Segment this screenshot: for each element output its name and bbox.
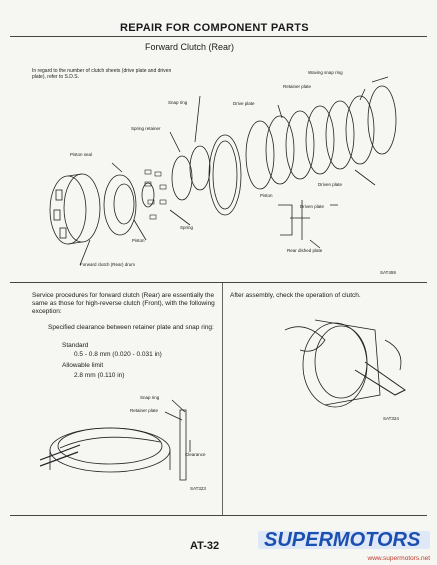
figure1-code: SAT459 xyxy=(380,270,396,275)
after-assembly-text: After assembly, check the operation of clutch. xyxy=(230,292,361,299)
service-text: Service procedures for forward clutch (Rear) are essentially the same as those for high-reverse clutch (Front), with the following exception: xyxy=(32,292,215,315)
label-rear-dished-plate: Rear dished plate xyxy=(287,248,323,253)
standard-label: Standard xyxy=(62,342,89,349)
operation-check-figure xyxy=(265,300,425,420)
label-drive-plate: Drive plate xyxy=(233,101,255,106)
limit-label: Allowable limit xyxy=(62,362,104,369)
exploded-view-figure xyxy=(20,60,420,275)
label-piston-seal: Piston seal xyxy=(70,152,93,157)
label-driven-plate-inset: Driven plate xyxy=(300,204,325,209)
label-piston-right: Piston xyxy=(260,193,273,198)
standard-value: 0.5 - 0.8 mm (0.020 - 0.031 in) xyxy=(74,351,162,358)
figure3-code: SAT324 xyxy=(383,416,399,421)
supermotors-watermark xyxy=(258,529,430,562)
page-number: AT-32 xyxy=(190,540,220,552)
page-header: REPAIR FOR COMPONENT PARTS xyxy=(120,22,309,34)
svg-text:SUPERMOTORS: SUPERMOTORS xyxy=(264,529,421,551)
section-title: Forward Clutch (Rear) xyxy=(145,42,235,52)
label-retainer-plate: Retainer plate xyxy=(283,84,312,89)
limit-value: 2.8 mm (0.110 in) xyxy=(74,372,125,379)
section-rule xyxy=(10,282,427,283)
footer-rule xyxy=(10,515,427,516)
figure2-code: SAT323 xyxy=(190,486,206,491)
label-snap-ring: Snap ring xyxy=(168,100,188,105)
fig2-label-snap-ring: Snap ring xyxy=(140,395,160,400)
clearance-heading: Specified clearance between retainer plate and snap ring: xyxy=(48,324,214,331)
label-spring: Spring xyxy=(180,225,194,230)
label-spring-retainer: Spring retainer xyxy=(131,126,161,131)
label-driven-plate: Driven plate xyxy=(318,182,343,187)
header-rule xyxy=(10,36,427,37)
label-waving-snap-ring: Waving snap ring xyxy=(308,70,343,75)
column-divider xyxy=(222,283,223,515)
intro-note: In regard to the number of clutch sheets (drive plate and driven plate), refer to S.D.S. xyxy=(32,68,172,80)
fig2-label-clearance: Clearance xyxy=(185,452,206,457)
label-piston-left: Piston xyxy=(132,238,145,243)
label-drum: Forward clutch (Rear) drum xyxy=(80,262,136,267)
watermark-url: www.supermotors.net xyxy=(367,555,430,562)
supermotors-logo-icon xyxy=(258,529,430,551)
fig2-label-retainer-plate: Retainer plate xyxy=(130,408,159,413)
clearance-figure xyxy=(40,390,220,500)
